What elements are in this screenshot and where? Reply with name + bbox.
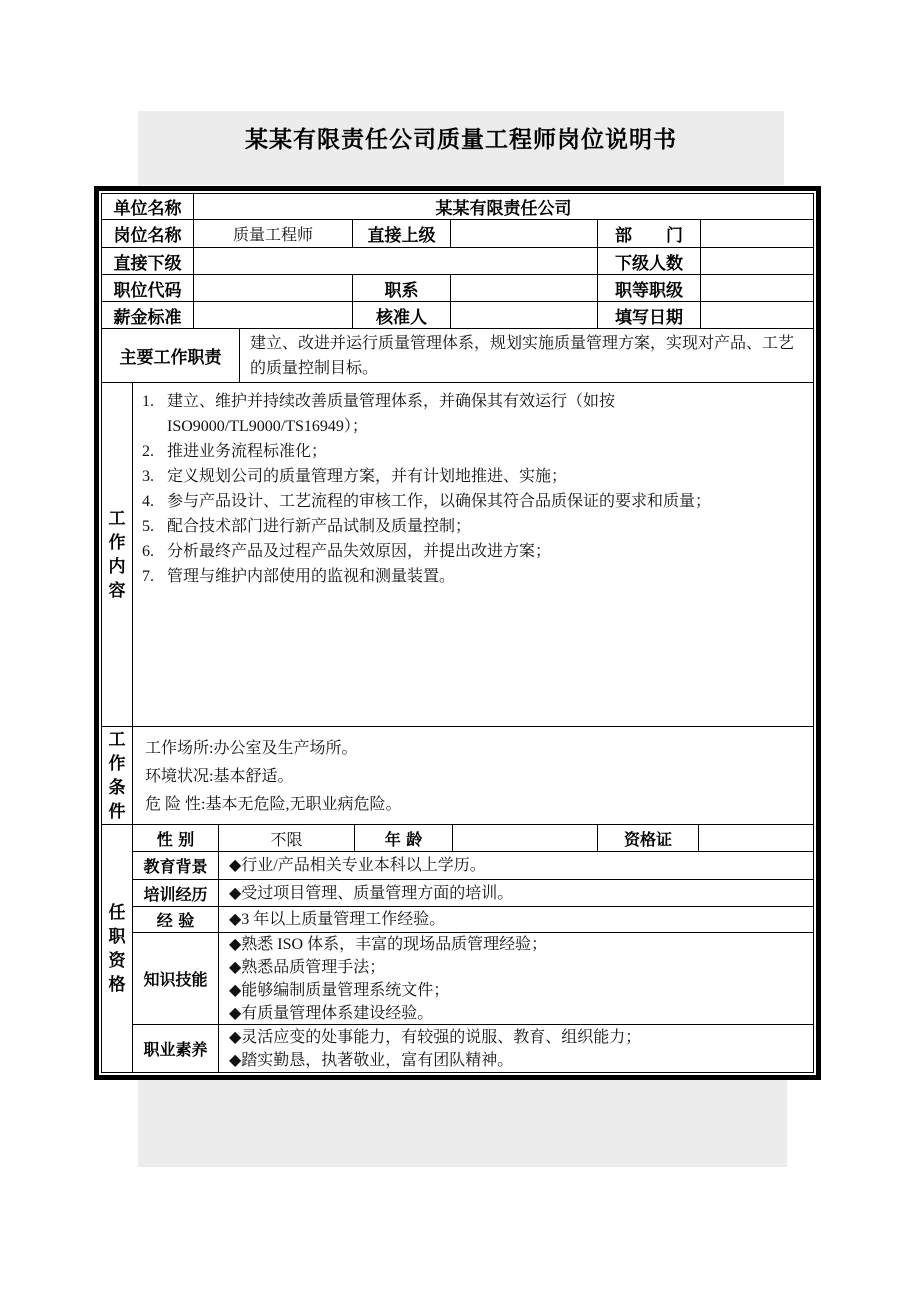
fill-date-value (701, 302, 813, 328)
row-post-name (102, 220, 813, 248)
approver-value (451, 302, 598, 328)
bullet-line: ◆熟悉品质管理手法； (229, 958, 386, 976)
gender-label: 性 别 (133, 825, 219, 851)
post-name-value: 质量工程师 (194, 220, 353, 247)
subrow-education (133, 852, 813, 880)
qualifications-label: 任职资格 (102, 825, 133, 1072)
job-description-table (94, 186, 821, 1080)
subrow-skills (133, 933, 813, 1025)
item-text: 管理与维护内部使用的监视和测量装置。 (167, 568, 456, 585)
work-conditions-content (133, 727, 813, 824)
row-main-duty (102, 329, 813, 383)
item-number: 7. (142, 568, 154, 585)
certificate-value (699, 825, 813, 851)
direct-subordinate-label: 直接下级 (102, 248, 194, 274)
item-text: 推进业务流程标准化； (167, 443, 328, 460)
page-title: 某某有限责任公司质量工程师岗位说明书 (245, 127, 677, 152)
subordinate-count-value (701, 248, 813, 274)
bullet-line: ◆熟悉 ISO 体系，丰富的现场品质管理经验； (229, 935, 548, 953)
skills-label: 知识技能 (133, 933, 219, 1024)
subrow-training (133, 880, 813, 907)
bullet-line: ◆3 年以上质量管理工作经验。 (229, 911, 446, 928)
subrow-experience (133, 907, 813, 933)
direct-superior-label: 直接上级 (353, 220, 451, 247)
main-duty-text: 建立、改进并运行质量管理体系，规划实施质量管理方案，实现对产品、工艺的质量控制目标。 (250, 334, 795, 377)
bullet-line: ◆能够编制质量管理系统文件； (229, 981, 450, 999)
subrow-gender-age-cert (133, 825, 813, 852)
work-content-item (133, 464, 813, 489)
direct-subordinate-value (194, 248, 598, 274)
certificate-label: 资格证 (598, 825, 699, 851)
salary-label: 薪金标准 (102, 302, 194, 328)
item-text: 建立、维护并持续改善质量管理体系，并确保其有效运行（如按 ISO9000/TL9000/TS16949）； (167, 393, 616, 435)
item-text: 定义规划公司的质量管理方案，并有计划地推进、实施； (167, 468, 568, 485)
salary-value (194, 302, 353, 328)
age-label: 年 龄 (355, 825, 453, 851)
item-number: 4. (142, 493, 154, 510)
unit-name-label: 单位名称 (102, 194, 194, 219)
item-number: 1. (142, 393, 154, 410)
table-inner-border (101, 193, 814, 1073)
education-label: 教育背景 (133, 852, 219, 879)
job-family-value (451, 275, 598, 301)
row-salary (102, 302, 813, 329)
row-work-conditions (102, 727, 813, 825)
qualifications-subtable (133, 825, 813, 1072)
experience-label: 经 验 (133, 907, 219, 932)
rank-label: 职等职级 (598, 275, 701, 301)
fill-date-label: 填写日期 (598, 302, 701, 328)
item-text: 参与产品设计、工艺流程的审核工作，以确保其符合品质保证的要求和质量； (167, 493, 712, 510)
work-content-item (133, 389, 813, 439)
work-conditions-label: 工作条件 (102, 727, 133, 824)
item-number: 3. (142, 468, 154, 485)
work-content-item (133, 439, 813, 464)
work-content-item (133, 489, 813, 514)
subordinate-count-label: 下级人数 (598, 248, 701, 274)
item-text: 配合技术部门进行新产品试制及质量控制； (167, 518, 472, 535)
condition-line: 工作场所:办公室及生产场所。 (145, 740, 358, 757)
bullet-line: ◆踏实勤恳，执著敬业，富有团队精神。 (229, 1051, 514, 1069)
work-content-item (133, 564, 813, 589)
direct-superior-value (451, 220, 598, 247)
position-code-value (194, 275, 353, 301)
condition-line: 危 险 性:基本无危险,无职业病危险。 (145, 796, 402, 813)
post-name-label: 岗位名称 (102, 220, 194, 247)
item-number: 2. (142, 443, 154, 460)
training-content (219, 880, 813, 906)
work-content-item (133, 539, 813, 564)
skills-content (219, 933, 813, 1024)
row-unit-name (102, 194, 813, 220)
row-subordinate (102, 248, 813, 275)
gender-value: 不限 (219, 825, 355, 851)
approver-label: 核准人 (353, 302, 451, 328)
experience-content (219, 907, 813, 932)
row-qualifications (102, 825, 813, 1072)
education-content (219, 852, 813, 879)
title-highlight-block (138, 111, 784, 185)
bullet-line: ◆有质量管理体系建设经验。 (229, 1004, 434, 1022)
item-text: 分析最终产品及过程产品失效原因，并提出改进方案； (167, 543, 552, 560)
rank-value (701, 275, 813, 301)
bullet-line: ◆灵活应变的处事能力，有较强的说服、教育、组织能力； (229, 1028, 642, 1046)
age-value (453, 825, 598, 851)
subrow-professionalism (133, 1025, 813, 1072)
position-code-label: 职位代码 (102, 275, 194, 301)
job-family-label: 职系 (353, 275, 451, 301)
professionalism-content (219, 1025, 813, 1072)
footer-highlight-block (138, 1080, 787, 1167)
condition-line: 环境状况:基本舒适。 (145, 768, 294, 785)
department-value (701, 220, 813, 247)
row-work-content (102, 383, 813, 727)
item-number: 6. (142, 543, 154, 560)
main-duty-label: 主要工作职责 (102, 329, 240, 382)
row-position-code (102, 275, 813, 302)
work-content-item (133, 514, 813, 539)
work-content-list (133, 383, 813, 726)
unit-name-value: 某某有限责任公司 (435, 199, 572, 219)
professionalism-label: 职业素养 (133, 1025, 219, 1072)
training-label: 培训经历 (133, 880, 219, 906)
work-content-label: 工作内容 (102, 383, 133, 726)
bullet-line: ◆行业/产品相关专业本科以上学历。 (229, 857, 486, 874)
item-number: 5. (142, 518, 154, 535)
bullet-line: ◆受过项目管理、质量管理方面的培训。 (229, 884, 514, 902)
department-label: 部 门 (598, 220, 701, 247)
